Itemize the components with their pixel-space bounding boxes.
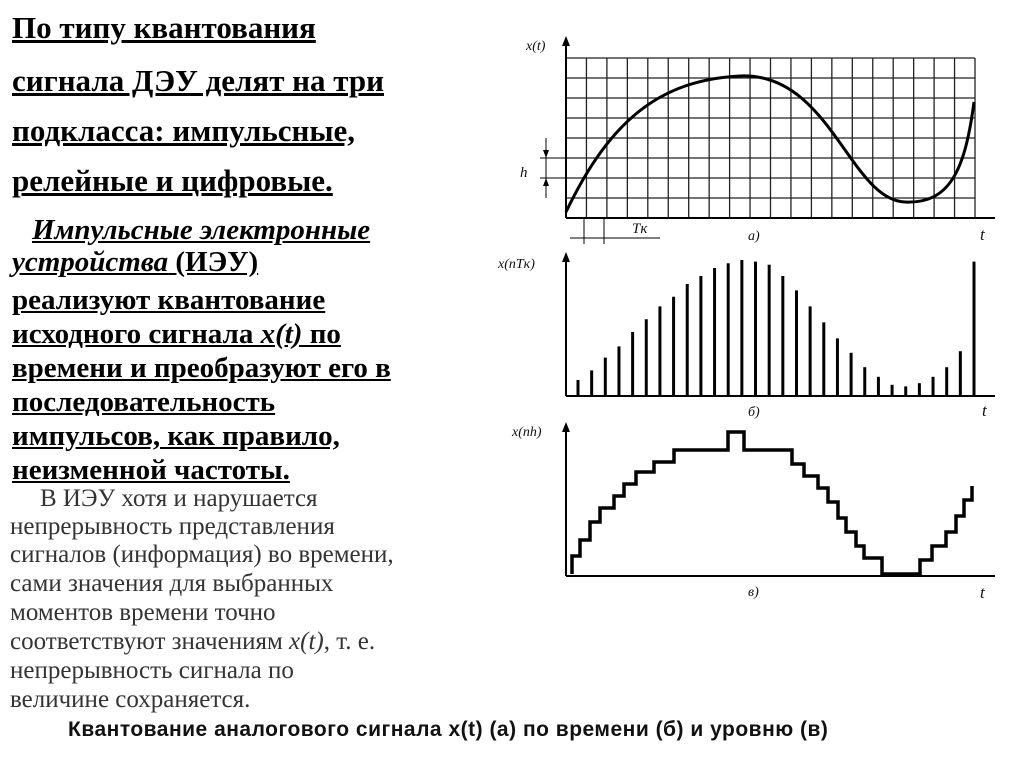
panel-c-xlabel: t: [980, 583, 985, 602]
iey-line-4-c: по: [302, 318, 341, 350]
h-label: h: [520, 165, 528, 181]
panel-b-impulses: [578, 260, 974, 396]
note-line-1: В ИЭУ хотя и нарушается: [40, 485, 318, 512]
iey-line-8: неизменной частоты.: [12, 454, 290, 486]
panel-a-tag: a): [748, 229, 760, 244]
panel-a-ylabel: x(t): [526, 39, 546, 54]
iey-abbr: (ИЭУ): [168, 246, 259, 278]
iey-line-7: импульсов, как правило,: [12, 420, 340, 452]
note-line-8: величине сохраняется.: [10, 686, 251, 713]
tk-label: Tк: [632, 221, 648, 237]
panel-c-staircase: [572, 432, 972, 574]
note-line-5: моментов времени точно: [10, 599, 276, 626]
panel-c: [511, 422, 995, 602]
panel-a-xlabel: t: [980, 225, 985, 244]
iey-line-4-a: исходного сигнала: [12, 318, 261, 350]
note-line-4: сами значения для выбранных: [10, 570, 334, 597]
figure-caption: Квантование аналогового сигнала x(t) (а) по времени (б) и уровню (в): [68, 718, 829, 741]
note-line-2: непрерывность представления: [10, 513, 335, 540]
h-arrow-down: [543, 150, 549, 158]
panel-b: [497, 252, 995, 420]
panel-b-y-arrow: [562, 252, 570, 262]
note-signal-symbol: x(t): [289, 628, 324, 655]
panel-a-grid: [566, 58, 975, 218]
iey-term: устройства: [12, 246, 169, 278]
iey-signal-symbol: x(t): [260, 318, 303, 350]
panel-c-ylabel: x(nh): [512, 425, 542, 440]
heading-line-3: подкласса: импульсные,: [12, 113, 356, 148]
iey-line-3: реализуют квантование: [12, 284, 326, 316]
note-line-7: непрерывность сигнала по: [10, 657, 294, 684]
note-line-6-a: соответствуют значениям: [10, 628, 290, 655]
heading-line-1: По типу квантования: [12, 10, 316, 45]
panel-b-xlabel: t: [982, 401, 987, 420]
h-arrow-up: [543, 178, 549, 186]
note-line-6-c: , т. е.: [323, 628, 376, 655]
panel-b-ylabel: x(nTк): [498, 257, 535, 272]
panel-b-tag: б): [748, 405, 760, 420]
heading-line-4: релейные и цифровые.: [12, 163, 333, 198]
iey-line-1: Импульсные электронные: [32, 214, 371, 246]
iey-line-6: последовательность: [12, 386, 276, 418]
heading-line-2: сигнала ДЭУ делят на три: [12, 63, 384, 98]
panel-a-y-arrow: [562, 36, 570, 46]
iey-line-5: времени и преобразуют его в: [12, 352, 391, 384]
note-line-3: сигналов (информация) во времени,: [10, 541, 394, 568]
panel-c-tag: в): [748, 585, 759, 600]
panel-c-y-arrow: [562, 422, 570, 432]
panel-a: [520, 36, 995, 244]
